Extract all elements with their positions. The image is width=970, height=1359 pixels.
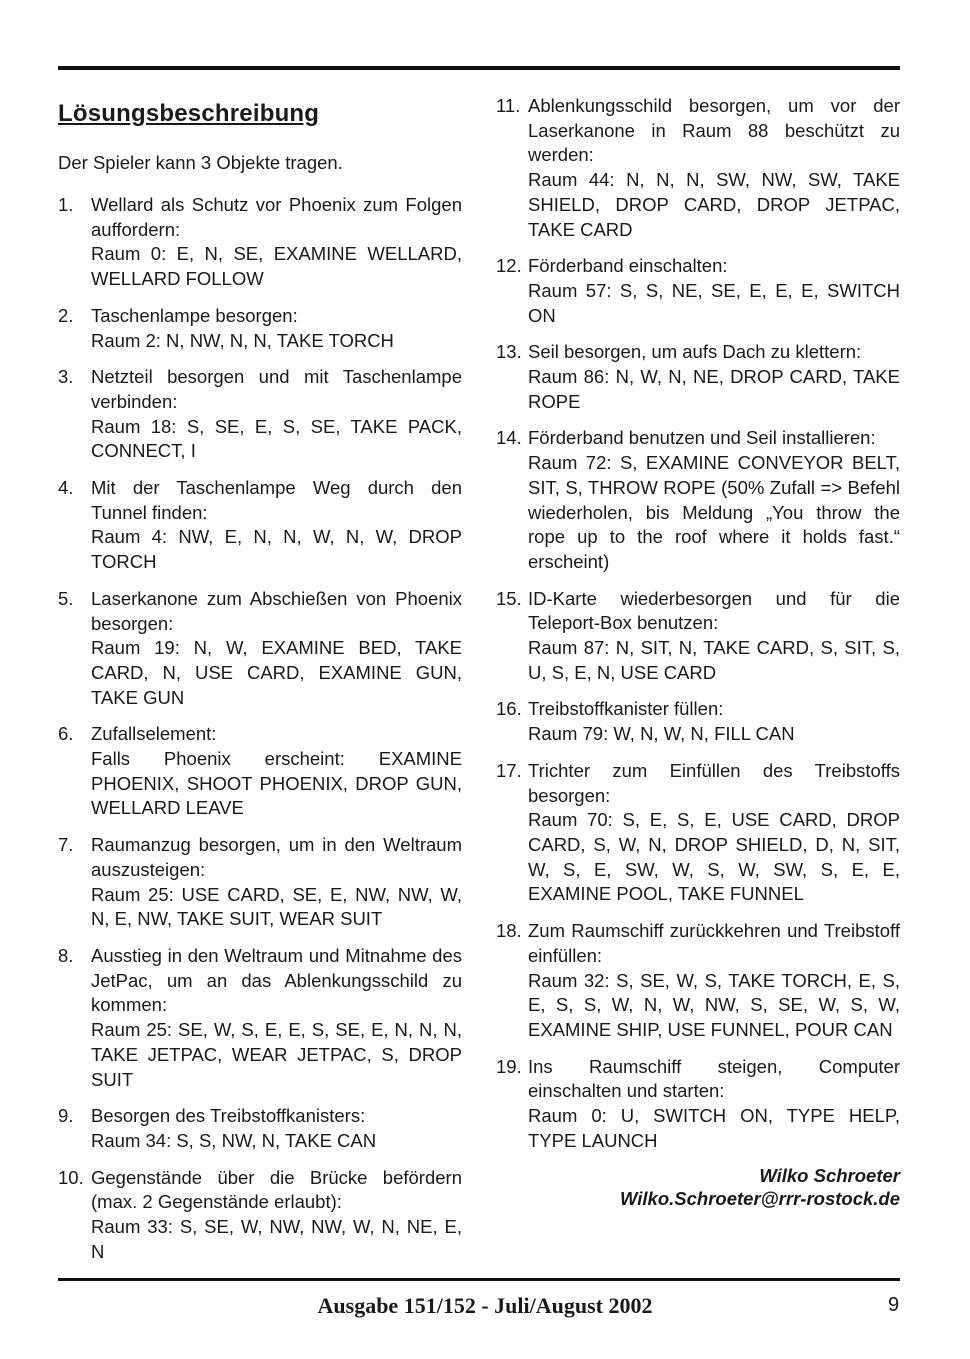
- step-description: Förderband einschalten:: [528, 255, 728, 277]
- step-description: Trichter zum Einfüllen des Treibstoffs besorgen:: [528, 759, 900, 806]
- step-item: [496, 697, 900, 746]
- step-description: Besorgen des Treibstoffkanisters:: [91, 1105, 366, 1127]
- top-rule: [58, 66, 900, 70]
- step-commands: Raum 70: S, E, S, E, USE CARD, DROP CARD, S, W, N, DROP SHIELD, D, N, SIT, W, S, E, SW, W, S, W, SW, S, E, E, EXAMINE POOL, TAKE FUNNEL: [528, 809, 900, 905]
- step-description: Raumanzug besorgen, um in den Weltraum auszusteigen:: [91, 834, 462, 880]
- step-description: ID-Karte wiederbesorgen und für die Teleport-Box benutzen:: [528, 587, 900, 634]
- step-number: 18.: [496, 920, 522, 942]
- step-commands: Falls Phoenix erscheint: EXAMINE PHOENIX, SHOOT PHOENIX, DROP GUN, WELLARD LEAVE: [91, 748, 462, 819]
- step-commands: Raum 18: S, SE, E, S, SE, TAKE PACK, CONNECT, I: [91, 415, 462, 462]
- step-number: 7.: [58, 834, 74, 856]
- step-number: 2.: [58, 304, 74, 326]
- step-description: Ablenkungsschild besorgen, um vor der Laserkanone in Raum 88 beschützt zu werden:: [528, 95, 900, 166]
- step-commands: Raum 44: N, N, N, SW, NW, SW, TAKE SHIELD, DROP CARD, DROP JETPAC, TAKE CARD: [528, 169, 900, 240]
- step-number: 12.: [496, 255, 522, 277]
- step-body: [91, 476, 462, 575]
- step-description: Förderband benutzen und Seil installieren:: [528, 427, 876, 449]
- right-column: [496, 94, 900, 1211]
- step-body: [91, 304, 462, 353]
- step-description: Zum Raumschiff zurückkehren und Treibstoff einfüllen:: [528, 920, 900, 966]
- step-number: 10.: [58, 1166, 84, 1188]
- step-description: Ins Raumschiff steigen, Computer einschalten und starten:: [528, 1055, 900, 1102]
- step-body: [528, 94, 900, 242]
- step-number: 5.: [58, 587, 74, 609]
- step-body: [91, 722, 462, 821]
- step-body: [528, 340, 900, 414]
- step-commands: Raum 4: NW, E, N, N, W, N, W, DROP TORCH: [91, 526, 462, 573]
- step-body: [91, 833, 462, 932]
- step-number: 13.: [496, 341, 522, 363]
- step-commands: Raum 79: W, N, W, N, FILL CAN: [528, 723, 795, 745]
- step-body: [528, 759, 900, 907]
- footer-issue: Ausgabe 151/152 - Juli/August 2002: [317, 1293, 653, 1318]
- step-description: Wellard als Schutz vor Phoenix zum Folgen auffordern:: [91, 194, 462, 240]
- step-description: Ausstieg in den Weltraum und Mitnahme des JetPac, um an das Ablenkungsschild zu kommen:: [91, 944, 462, 1016]
- step-item: [58, 722, 462, 821]
- page-number: 9: [888, 1294, 900, 1316]
- step-description: Treibstoffkanister füllen:: [528, 698, 724, 720]
- step-body: [91, 1104, 462, 1153]
- step-item: [58, 944, 462, 1092]
- step-body: [91, 944, 462, 1092]
- step-commands: Raum 72: S, EXAMINE CONVEYOR BELT, SIT, S, THROW ROPE (50% Zufall => Befehl wiederholen, bis Meldung „You throw the rope up to the roof where it holds fast.“ erscheint): [528, 452, 900, 572]
- step-item: [496, 94, 900, 242]
- step-item: [496, 919, 900, 1043]
- step-list-left: [58, 193, 462, 1264]
- step-item: [58, 1104, 462, 1153]
- step-commands: Raum 25: USE CARD, SE, E, NW, NW, W, N, E, NW, TAKE SUIT, WEAR SUIT: [91, 883, 462, 930]
- step-description: Taschenlampe besorgen:: [91, 304, 298, 326]
- step-commands: Raum 87: N, SIT, N, TAKE CARD, S, SIT, S, U, S, E, N, USE CARD: [528, 637, 900, 683]
- step-item: [58, 587, 462, 711]
- step-commands: Raum 0: E, N, SE, EXAMINE WELLARD, WELLARD FOLLOW: [91, 243, 462, 290]
- step-number: 1.: [58, 194, 74, 215]
- step-description: Laserkanone zum Abschießen von Phoenix besorgen:: [91, 587, 462, 634]
- step-item: [58, 365, 462, 464]
- step-item: [496, 426, 900, 574]
- step-number: 15.: [496, 587, 522, 609]
- step-commands: Raum 32: S, SE, W, S, TAKE TORCH, E, S, E, S, S, W, N, W, NW, S, SE, W, S, W, EXAMINE SHIP, USE FUNNEL, POUR CAN: [528, 969, 900, 1040]
- step-description: Gegenstände über die Brücke befördern (max. 2 Gegenstände erlaubt):: [91, 1166, 462, 1213]
- step-item: [496, 1055, 900, 1154]
- bottom-rule: [58, 1278, 900, 1281]
- step-body: [91, 1166, 462, 1265]
- step-number: 14.: [496, 427, 522, 449]
- step-description: Seil besorgen, um aufs Dach zu klettern:: [528, 341, 862, 363]
- step-description: Netzteil besorgen und mit Taschenlampe verbinden:: [91, 366, 462, 412]
- step-item: [58, 833, 462, 932]
- step-commands: Raum 57: S, S, NE, SE, E, E, E, SWITCH ON: [528, 279, 900, 326]
- step-body: [91, 365, 462, 464]
- step-item: [58, 304, 462, 353]
- step-item: [496, 759, 900, 907]
- step-number: 4.: [58, 477, 74, 499]
- step-commands: Raum 34: S, S, NW, N, TAKE CAN: [91, 1129, 377, 1151]
- step-body: [528, 426, 900, 574]
- step-body: [528, 697, 900, 746]
- step-number: 9.: [58, 1105, 74, 1127]
- step-commands: Raum 2: N, NW, N, N, TAKE TORCH: [91, 329, 394, 351]
- author-name: Wilko Schroeter: [759, 1165, 900, 1187]
- step-number: 17.: [496, 759, 522, 781]
- step-body: [528, 587, 900, 686]
- step-body: [91, 587, 462, 711]
- step-body: [528, 919, 900, 1043]
- step-number: 16.: [496, 698, 522, 720]
- step-number: 11.: [496, 95, 521, 116]
- step-item: [58, 193, 462, 292]
- step-body: [528, 1055, 900, 1154]
- step-description: Zufallselement:: [91, 723, 217, 745]
- step-item: [496, 587, 900, 686]
- step-number: 8.: [58, 944, 74, 966]
- step-description: Mit der Taschenlampe Weg durch den Tunnel finden:: [91, 477, 462, 523]
- step-body: [91, 193, 462, 292]
- step-body: [528, 254, 900, 328]
- page-title: Lösungsbeschreibung: [58, 100, 320, 127]
- step-number: 19.: [496, 1055, 522, 1077]
- step-number: 6.: [58, 723, 74, 745]
- step-commands: Raum 86: N, W, N, NE, DROP CARD, TAKE ROPE: [528, 366, 900, 412]
- left-column: [58, 94, 462, 1276]
- step-number: 3.: [58, 366, 74, 388]
- step-list-right: [496, 94, 900, 1153]
- intro-text: Der Spieler kann 3 Objekte tragen.: [58, 152, 343, 173]
- author-email: Wilko.Schroeter@rrr-rostock.de: [619, 1188, 900, 1210]
- step-commands: Raum 19: N, W, EXAMINE BED, TAKE CARD, N, USE CARD, EXAMINE GUN, TAKE GUN: [91, 637, 462, 708]
- step-commands: Raum 0: U, SWITCH ON, TYPE HELP, TYPE LAUNCH: [528, 1105, 900, 1151]
- step-item: [58, 1166, 462, 1265]
- step-commands: Raum 33: S, SE, W, NW, NW, W, N, NE, E, N: [91, 1216, 462, 1262]
- step-commands: Raum 25: SE, W, S, E, E, S, SE, E, N, N, N, TAKE JETPAC, WEAR JETPAC, S, DROP SUIT: [91, 1019, 462, 1090]
- step-item: [496, 254, 900, 328]
- step-item: [496, 340, 900, 414]
- step-item: [58, 476, 462, 575]
